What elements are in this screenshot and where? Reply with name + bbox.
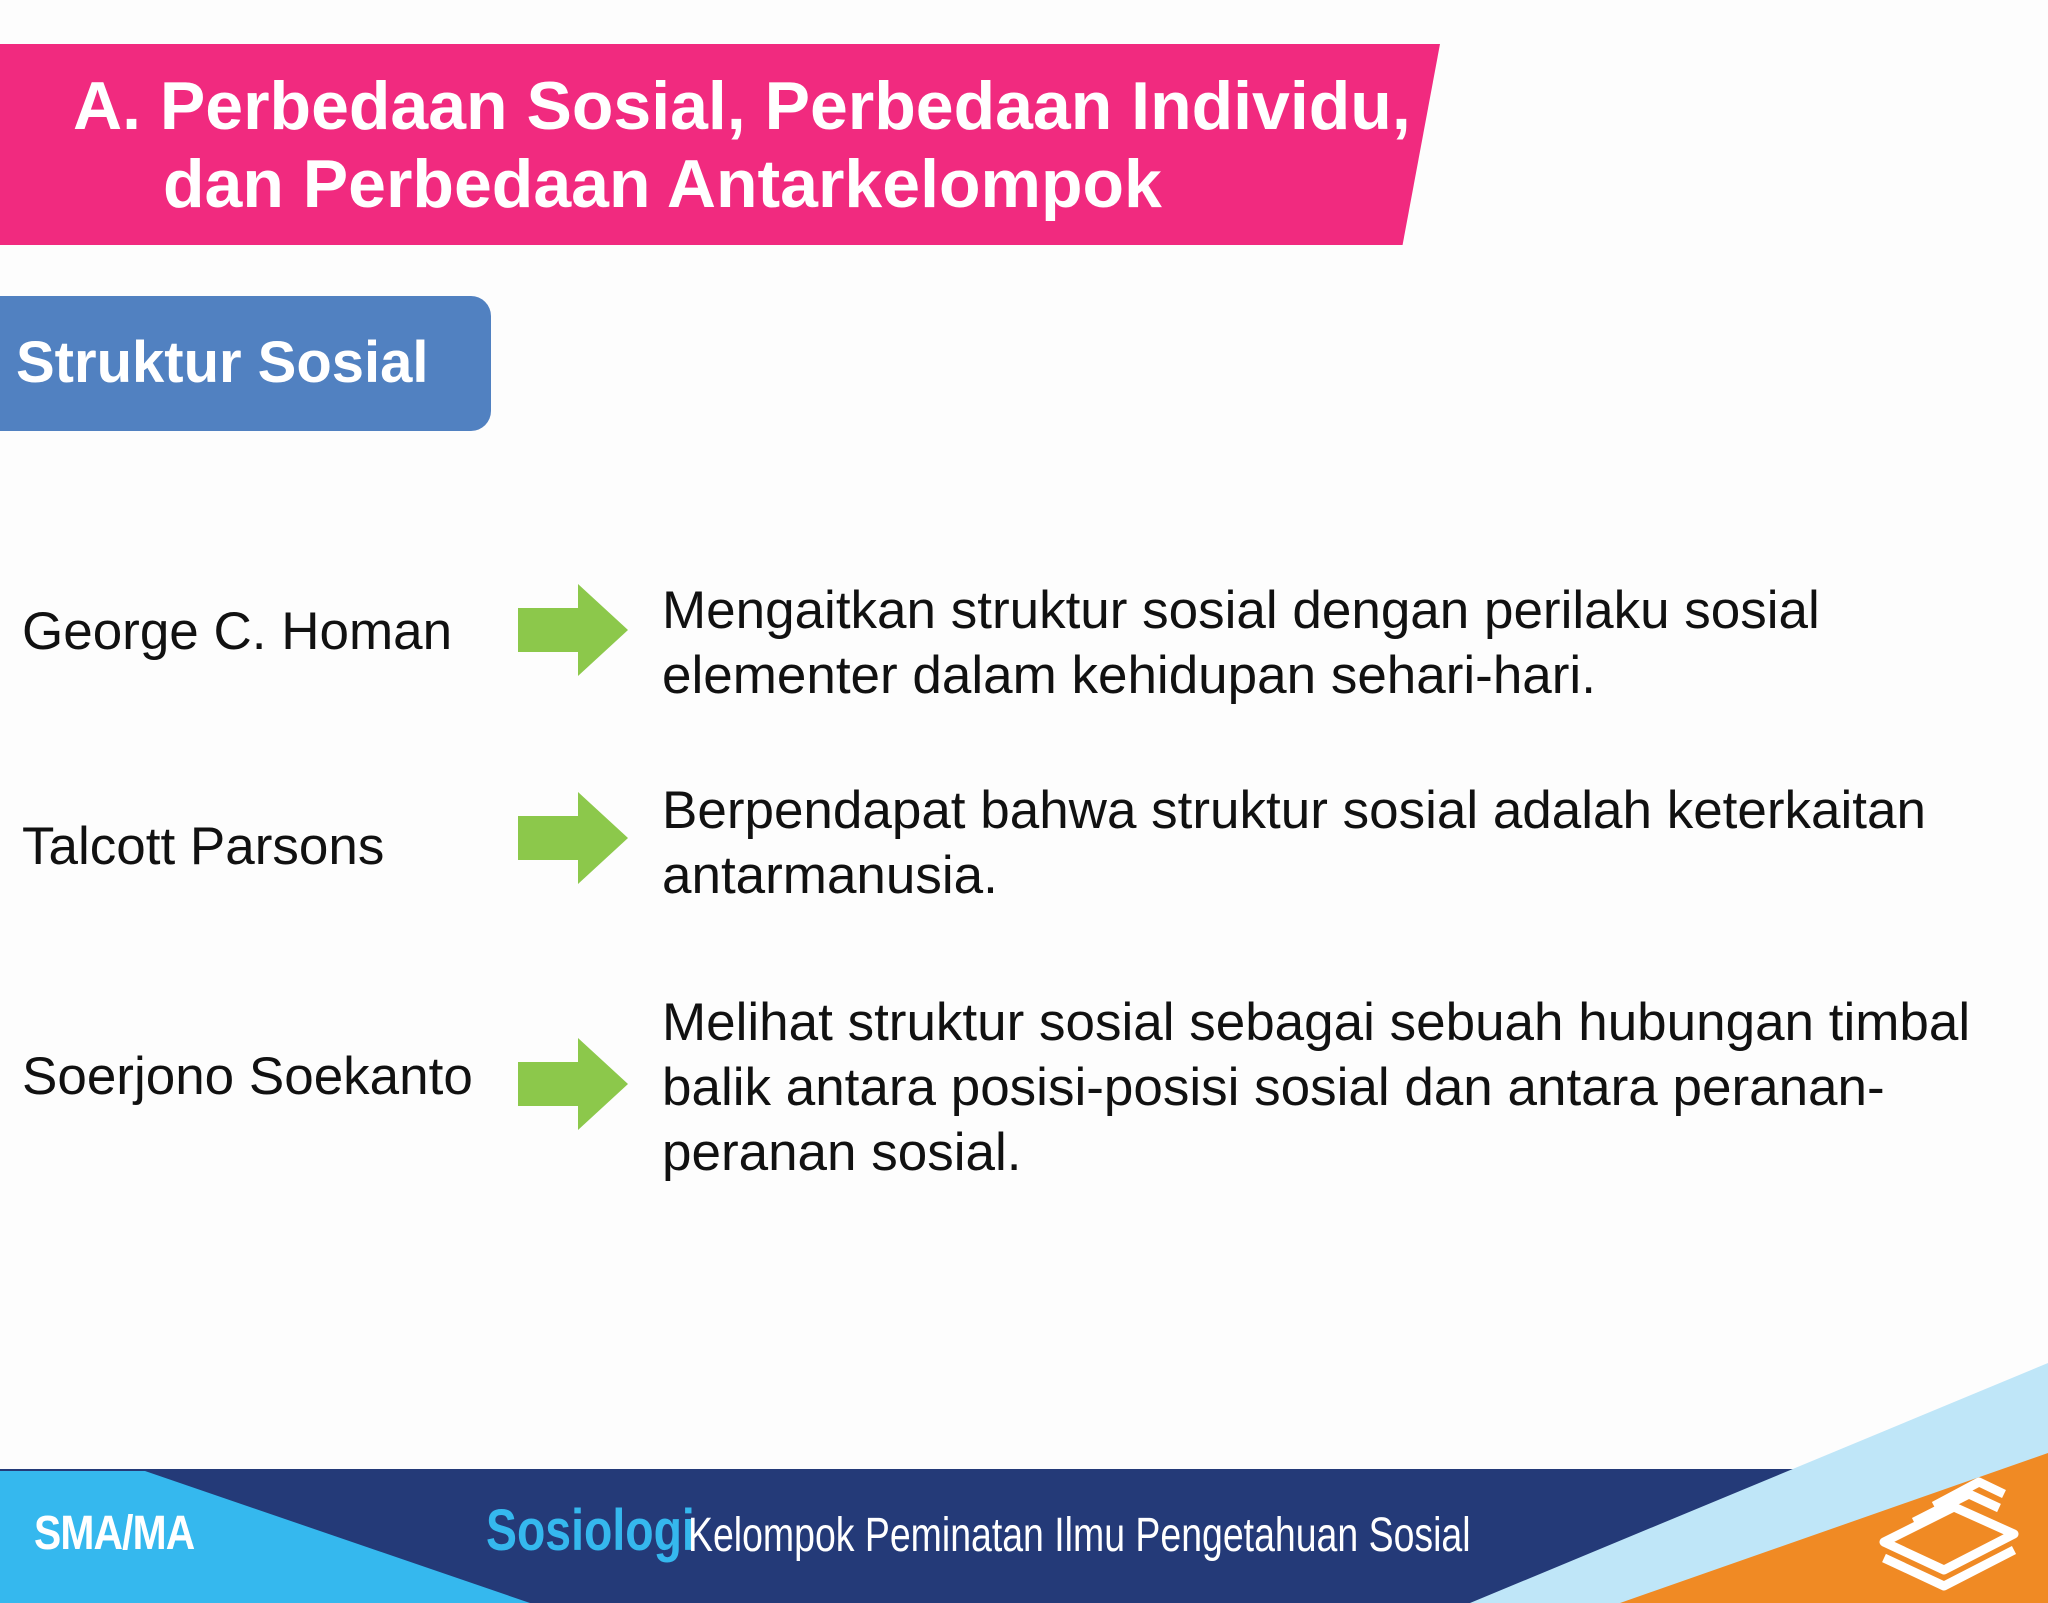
footer-program: Kelompok Peminatan Ilmu Pengetahuan Sosial: [688, 1509, 1471, 1562]
slide-title-line-2: dan Perbedaan Antarkelompok: [163, 146, 1162, 222]
publisher-logo-icon: [1874, 1462, 2024, 1592]
row-name-soekanto: Soerjono Soekanto: [22, 1047, 473, 1106]
row-description-parsons: Berpendapat bahwa struktur sosial adalah keterkaitan antarmanusia.: [662, 781, 1926, 905]
arrow-right-icon: [518, 584, 628, 676]
row-name-homan: George C. Homan: [22, 602, 453, 661]
row-description-homan: Mengaitkan struktur sosial dengan perilaku sosial elementer dalam kehidupan sehari-hari.: [662, 581, 1820, 705]
slide-title-line-1: A. Perbedaan Sosial, Perbedaan Individu,: [73, 68, 1411, 144]
section-badge: [0, 296, 491, 431]
row-description-soekanto: Melihat struktur sosial sebagai sebuah hubungan timbal balik antara posisi-posisi sosial dan antara peranan-peranan sosial.: [662, 993, 1971, 1182]
arrow-right-icon: [518, 1038, 628, 1130]
row-name-parsons: Talcott Parsons: [22, 817, 385, 876]
arrow-right-icon: [518, 792, 628, 884]
section-label: Struktur Sosial: [16, 330, 429, 395]
footer-level: SMA/MA: [34, 1507, 195, 1560]
footer-subject: Sosiologi: [486, 1498, 695, 1563]
